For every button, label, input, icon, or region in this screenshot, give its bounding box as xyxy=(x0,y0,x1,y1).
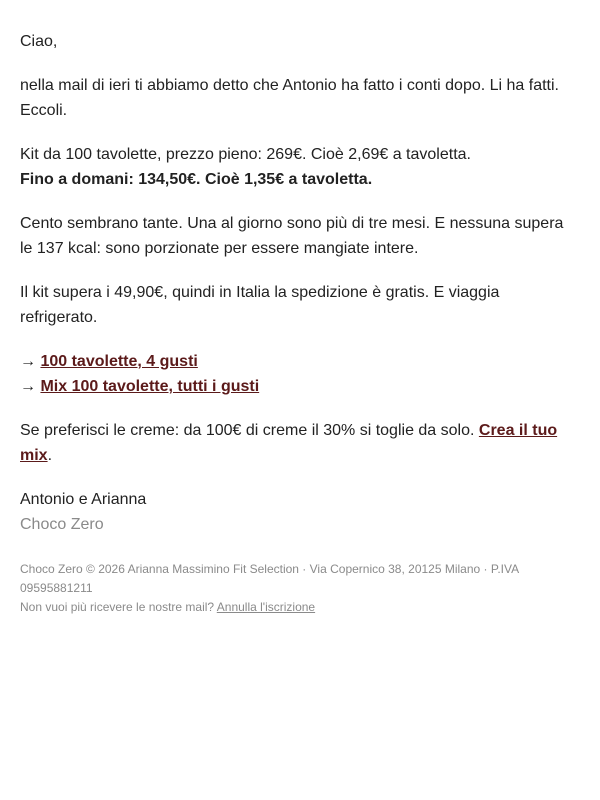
creme-paragraph xyxy=(20,418,580,469)
full-price-text: Kit da 100 tavolette, prezzo pieno: 269€. Cioè 2,69€ a tavoletta. xyxy=(20,145,471,163)
shipping-paragraph: Il kit supera i 49,90€, quindi in Italia la spedizione è gratis. E viaggia refrigerato. xyxy=(20,283,500,326)
greeting: Ciao, xyxy=(20,33,58,50)
product-links xyxy=(20,349,580,400)
offer-text: Fino a domani: 134,50€. Cioè 1,35€ a tavoletta. xyxy=(20,171,373,188)
pricing-paragraph xyxy=(20,142,580,193)
arrow-right-icon: → xyxy=(20,378,36,395)
link-mix-100-tavolette[interactable]: Mix 100 tavolette, tutti i gusti xyxy=(40,378,260,395)
link-100-tavolette-4-gusti[interactable]: 100 tavolette, 4 gusti xyxy=(40,352,198,370)
unsubscribe-link[interactable]: Annulla l'iscrizione xyxy=(216,599,316,614)
arrow-right-icon: → xyxy=(20,352,36,370)
signature xyxy=(20,487,580,538)
product-link-row-1 xyxy=(20,349,580,375)
link-crea-il-tuo-mix[interactable]: Crea il tuo mix xyxy=(20,421,558,464)
signature-name: Antonio e Arianna xyxy=(20,490,147,508)
cento-paragraph: Cento sembrano tante. Una al giorno sono più di tre mesi. E nessuna supera le 137 kcal: sono porzionate per essere mangiate intere. xyxy=(20,214,564,257)
intro-paragraph: nella mail di ieri ti abbiamo detto che Antonio ha fatto i conti dopo. Li ha fatti. Eccoli. xyxy=(20,76,559,119)
signature-brand: Choco Zero xyxy=(20,516,104,533)
creme-after: . xyxy=(47,447,53,464)
creme-text: Se preferisci le creme: da 100€ di creme il 30% si toglie da solo. xyxy=(20,421,479,439)
email-footer xyxy=(20,560,580,617)
product-link-row-2 xyxy=(20,374,580,400)
footer-legal: Choco Zero © 2026 Arianna Massimino Fit Selection · Via Copernico 38, 20125 Milano · P.IVA 09595881211 xyxy=(20,561,519,595)
footer-unsubscribe-row xyxy=(20,598,580,617)
unsubscribe-prompt: Non vuoi più ricevere le nostre mail? xyxy=(20,599,217,614)
